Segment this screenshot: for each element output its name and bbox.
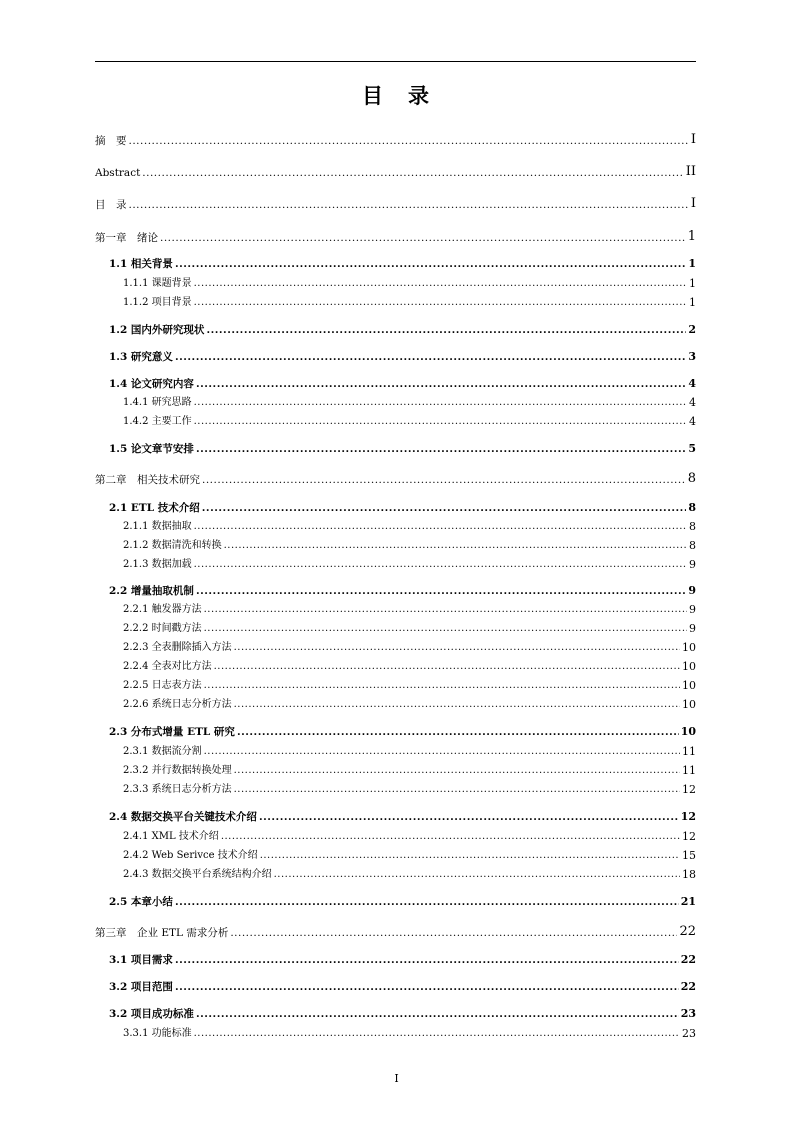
toc-entry-title: 2.1.1 数据抽取 bbox=[123, 521, 192, 532]
toc-entry-title: 第三章 企业 ETL 需求分析 bbox=[95, 926, 229, 939]
toc-entry-title: 摘 要 bbox=[95, 134, 127, 147]
toc-leader-dots bbox=[194, 398, 687, 408]
toc-leader-dots bbox=[196, 586, 686, 597]
toc-entry-page: 11 bbox=[682, 745, 696, 758]
toc-entry[interactable] bbox=[95, 197, 696, 210]
toc-entry-page: 15 bbox=[682, 849, 696, 862]
toc-entry-page: I bbox=[690, 196, 696, 211]
toc-entry[interactable] bbox=[123, 680, 696, 691]
toc-entry[interactable] bbox=[109, 811, 696, 822]
toc-leader-dots bbox=[234, 785, 680, 795]
toc-entry-title: 2.2.1 触发器方法 bbox=[123, 604, 202, 615]
toc-entry[interactable] bbox=[95, 133, 696, 146]
toc-entry-page: 8 bbox=[687, 471, 696, 486]
toc-leader-dots bbox=[142, 168, 683, 179]
toc-entry[interactable] bbox=[123, 765, 696, 776]
toc-entry-page: 9 bbox=[688, 584, 696, 597]
toc-entry-page: 21 bbox=[680, 895, 696, 908]
toc-leader-dots bbox=[237, 727, 679, 738]
toc-entry-page: 22 bbox=[679, 924, 696, 939]
page-number: I bbox=[394, 1072, 399, 1085]
toc-entry[interactable] bbox=[123, 784, 696, 795]
toc-leader-dots bbox=[204, 681, 680, 691]
toc-leader-dots bbox=[194, 1029, 680, 1039]
toc-leader-dots bbox=[224, 541, 687, 551]
toc-entry-page: 1 bbox=[687, 229, 696, 244]
toc-entry-title: 2.2.6 系统日志分析方法 bbox=[123, 699, 232, 710]
toc-entry-title: 1.4.2 主要工作 bbox=[123, 416, 192, 427]
toc-entry-title: 1.3 研究意义 bbox=[109, 350, 173, 363]
toc-entry-title: 第二章 相关技术研究 bbox=[95, 473, 200, 486]
toc-leader-dots bbox=[214, 662, 680, 672]
toc-entry-page: 9 bbox=[689, 603, 696, 616]
toc-entry[interactable] bbox=[123, 831, 696, 842]
toc-entry-title: 2.3.3 系统日志分析方法 bbox=[123, 784, 232, 795]
toc-entry[interactable] bbox=[123, 623, 696, 634]
toc-entry[interactable] bbox=[123, 1028, 696, 1039]
toc-entry[interactable] bbox=[123, 642, 696, 653]
toc-entry[interactable] bbox=[109, 258, 696, 269]
toc-entry-title: 3.3.1 功能标准 bbox=[123, 1028, 192, 1039]
toc-entry-page: II bbox=[685, 164, 696, 179]
toc-entry-page: 9 bbox=[689, 558, 696, 571]
toc-entry-page: 18 bbox=[682, 868, 696, 881]
toc-leader-dots bbox=[175, 259, 686, 270]
toc-entry-title: 1.2 国内外研究现状 bbox=[109, 323, 205, 336]
toc-entry-title: 1.5 论文章节安排 bbox=[109, 442, 194, 455]
toc-leader-dots bbox=[234, 643, 680, 653]
toc-leader-dots bbox=[129, 136, 689, 147]
toc-entry-page: 1 bbox=[689, 296, 696, 309]
toc-entry-page: 12 bbox=[682, 830, 696, 843]
toc-entry-page: 10 bbox=[682, 660, 696, 673]
toc-entry-title: 2.2.5 日志表方法 bbox=[123, 680, 202, 691]
toc-entry-title: 第一章 绪论 bbox=[95, 231, 158, 244]
toc-leader-dots bbox=[234, 700, 680, 710]
toc-leader-dots bbox=[196, 379, 686, 390]
toc-leader-dots bbox=[194, 560, 687, 570]
toc-entry-title: 3.1 项目需求 bbox=[109, 953, 173, 966]
toc-entry-title: 3.2 项目范围 bbox=[109, 980, 173, 993]
toc-entry[interactable] bbox=[109, 954, 696, 965]
toc-entry-page: 8 bbox=[689, 539, 696, 552]
toc-entry-page: 11 bbox=[682, 764, 696, 777]
toc-entry-title: 2.2 增量抽取机制 bbox=[109, 584, 194, 597]
toc-entry-title: 2.2.4 全表对比方法 bbox=[123, 661, 212, 672]
toc-entry[interactable] bbox=[123, 559, 696, 570]
toc-entry[interactable] bbox=[123, 297, 696, 308]
toc-leader-dots bbox=[259, 812, 679, 823]
toc-entry-title: 2.1.2 数据清洗和转换 bbox=[123, 540, 222, 551]
toc-entry-title: 2.3 分布式增量 ETL 研究 bbox=[109, 725, 235, 738]
toc-entry[interactable] bbox=[123, 278, 696, 289]
toc-entry[interactable] bbox=[123, 850, 696, 861]
page-title: 目 录 bbox=[362, 84, 431, 108]
toc-entry[interactable] bbox=[123, 397, 696, 408]
toc-entry-page: 1 bbox=[689, 277, 696, 290]
toc-entry-page: 8 bbox=[689, 520, 696, 533]
toc-entry-title: 3.2 项目成功标准 bbox=[109, 1007, 194, 1020]
toc-entry-page: 3 bbox=[688, 350, 696, 363]
toc-leader-dots bbox=[175, 352, 686, 363]
toc-entry-title: 2.4.2 Web Serivce 技术介绍 bbox=[123, 850, 258, 861]
toc-entry[interactable] bbox=[109, 502, 696, 513]
toc-entry-title: 2.2.2 时间戳方法 bbox=[123, 623, 202, 634]
toc-entry-title: 1.1.2 项目背景 bbox=[123, 297, 192, 308]
toc-leader-dots bbox=[129, 200, 689, 211]
toc-entry-page: 23 bbox=[682, 1027, 696, 1040]
toc-entry-page: 10 bbox=[682, 679, 696, 692]
toc-entry-page: 8 bbox=[688, 501, 696, 514]
toc-entry[interactable] bbox=[123, 521, 696, 532]
toc-leader-dots bbox=[175, 955, 679, 966]
toc-leader-dots bbox=[204, 624, 687, 634]
toc-leader-dots bbox=[204, 605, 687, 615]
toc-entry[interactable] bbox=[109, 981, 696, 992]
toc-entry[interactable] bbox=[109, 443, 696, 454]
toc-entry[interactable] bbox=[123, 869, 696, 880]
toc-entry-title: 2.4 数据交换平台关键技术介绍 bbox=[109, 810, 257, 823]
toc-entry-title: 2.5 本章小结 bbox=[109, 895, 173, 908]
toc-entry-page: 10 bbox=[682, 698, 696, 711]
toc-entry[interactable] bbox=[95, 230, 696, 243]
toc-entry-page: 4 bbox=[689, 415, 696, 428]
toc-entry[interactable] bbox=[109, 896, 696, 907]
toc-entry-title: 2.4.3 数据交换平台系统结构介绍 bbox=[123, 869, 272, 880]
toc-entry-page: 23 bbox=[680, 1007, 696, 1020]
toc-entry-title: 目 录 bbox=[95, 198, 127, 211]
toc-leader-dots bbox=[196, 444, 686, 455]
toc-entry[interactable] bbox=[123, 604, 696, 615]
toc-entry-page: 4 bbox=[688, 377, 696, 390]
toc-entry-page: I bbox=[690, 132, 696, 147]
toc-entry-title: Abstract bbox=[95, 166, 141, 179]
toc-entry-title: 1.1.1 课题背景 bbox=[123, 278, 192, 289]
toc-leader-dots bbox=[160, 233, 686, 244]
toc-entry[interactable] bbox=[123, 661, 696, 672]
toc-leader-dots bbox=[202, 475, 686, 486]
toc-entry-page: 10 bbox=[682, 641, 696, 654]
toc-leader-dots bbox=[206, 325, 686, 336]
toc-entry-title: 2.2.3 全表删除插入方法 bbox=[123, 642, 232, 653]
toc-leader-dots bbox=[194, 417, 687, 427]
toc-entry-page: 5 bbox=[688, 442, 696, 455]
toc-leader-dots bbox=[260, 851, 680, 861]
toc-leader-dots bbox=[204, 747, 680, 757]
toc-entry[interactable] bbox=[109, 1008, 696, 1019]
toc-entry-title: 1.4 论文研究内容 bbox=[109, 377, 194, 390]
toc-entry-title: 2.3.2 并行数据转换处理 bbox=[123, 765, 232, 776]
toc-leader-dots bbox=[230, 928, 677, 939]
toc-entry-page: 12 bbox=[680, 810, 696, 823]
toc-leader-dots bbox=[175, 982, 679, 993]
toc-entry[interactable] bbox=[123, 540, 696, 551]
toc-entry-page: 9 bbox=[689, 622, 696, 635]
toc-entry-title: 2.4.1 XML 技术介绍 bbox=[123, 831, 219, 842]
toc-leader-dots bbox=[274, 870, 680, 880]
toc-entry[interactable] bbox=[123, 416, 696, 427]
toc-entry-title: 2.1 ETL 技术介绍 bbox=[109, 501, 200, 514]
toc-entry-page: 12 bbox=[682, 783, 696, 796]
toc-leader-dots bbox=[221, 832, 680, 842]
toc-entry-page: 4 bbox=[689, 396, 696, 409]
toc-entry-page: 22 bbox=[680, 980, 696, 993]
toc-entry[interactable] bbox=[109, 351, 696, 362]
toc-entry-title: 2.1.3 数据加载 bbox=[123, 559, 192, 570]
toc-leader-dots bbox=[234, 766, 680, 776]
toc-leader-dots bbox=[194, 279, 687, 289]
toc-entry[interactable] bbox=[109, 324, 696, 335]
toc-leader-dots bbox=[194, 522, 687, 532]
toc-entry-title: 1.1 相关背景 bbox=[109, 257, 173, 270]
toc-entry[interactable] bbox=[109, 378, 696, 389]
toc-entry-page: 2 bbox=[688, 323, 696, 336]
toc-entry-title: 1.4.1 研究思路 bbox=[123, 397, 192, 408]
toc-entry-title: 2.3.1 数据流分割 bbox=[123, 746, 202, 757]
toc-entry-page: 22 bbox=[680, 953, 696, 966]
toc-leader-dots bbox=[175, 897, 679, 908]
toc-entry[interactable] bbox=[123, 699, 696, 710]
toc-entry[interactable] bbox=[95, 925, 696, 938]
toc-leader-dots bbox=[196, 1009, 679, 1020]
toc-entry[interactable] bbox=[109, 585, 696, 596]
toc-entry-page: 1 bbox=[688, 257, 696, 270]
toc-entry[interactable] bbox=[123, 746, 696, 757]
toc-entry[interactable] bbox=[95, 472, 696, 485]
toc-entry[interactable] bbox=[95, 165, 696, 178]
toc-leader-dots bbox=[202, 503, 687, 514]
toc-leader-dots bbox=[194, 298, 687, 308]
toc-entry[interactable] bbox=[109, 726, 696, 737]
toc-entry-page: 10 bbox=[680, 725, 696, 738]
